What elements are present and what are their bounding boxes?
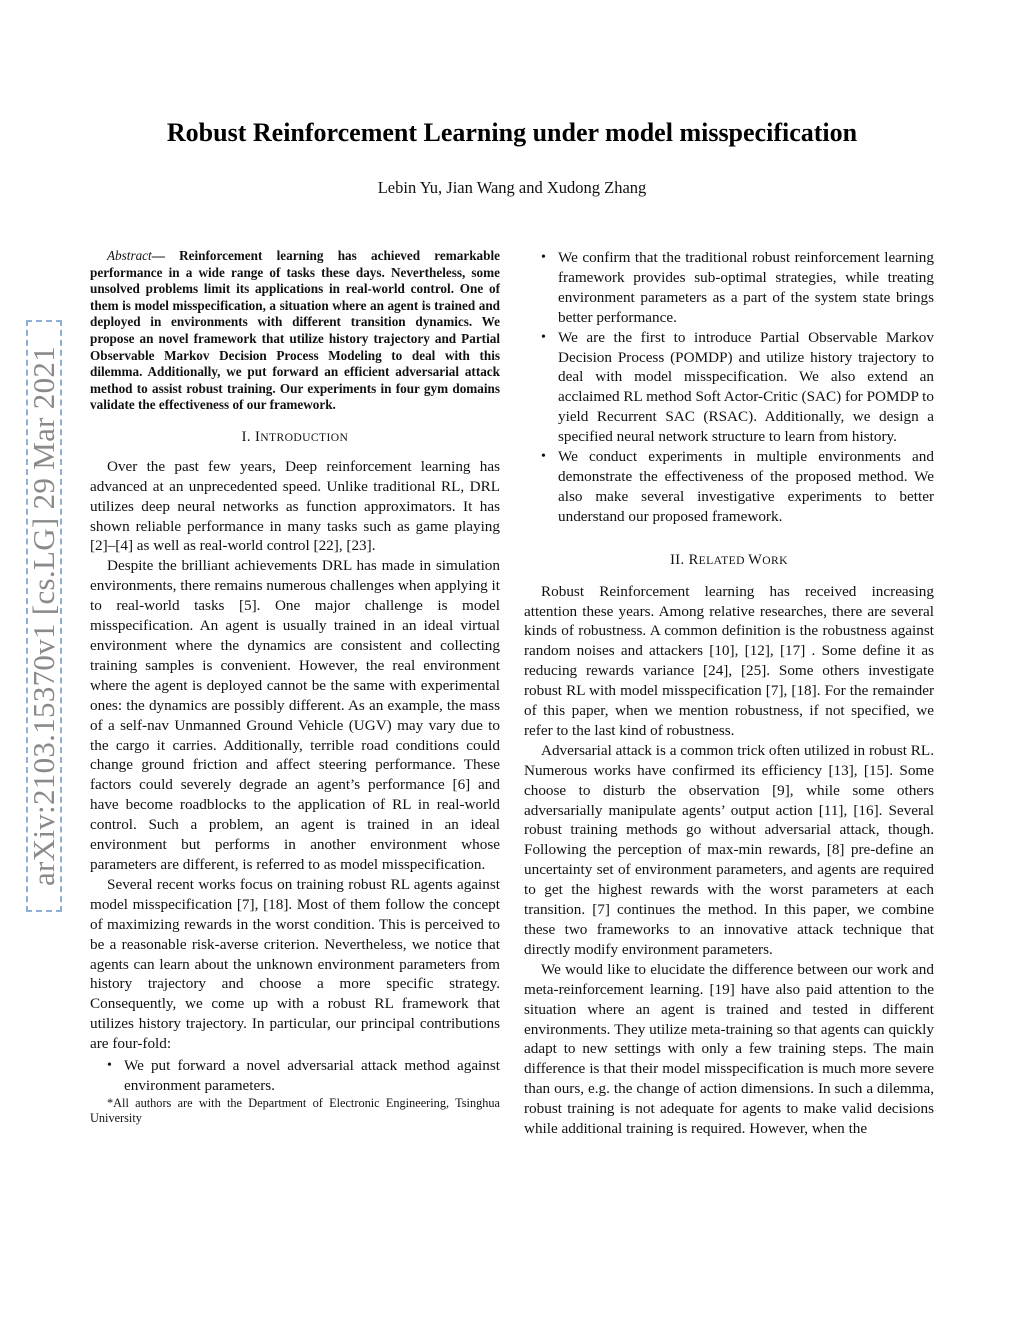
section-heading-related-work bbox=[524, 551, 934, 571]
right-column bbox=[524, 248, 934, 1139]
section-title-cap: I bbox=[254, 428, 261, 445]
arxiv-stamp bbox=[20, 320, 68, 912]
contribution-item bbox=[524, 248, 934, 328]
contribution-text: We are the first to introduce Partial Observable Markov Decision Process (POMDP) and utilize history trajectory to deal with model misspecification. We also extend an acclaimed RL method Soft Actor-Critic (SAC) for POMDP to yield Recurrent SAC (RSAC). Additionally, we design a specified neural network structure to learn from history. bbox=[558, 328, 934, 446]
arxiv-id: arXiv:2103.15370v1 [cs.LG] 29 Mar 2021 bbox=[26, 345, 61, 887]
section-title-rest: ORK bbox=[762, 553, 788, 567]
abstract bbox=[90, 248, 500, 414]
section-number: II. bbox=[670, 551, 689, 568]
contribution-list-left bbox=[90, 1056, 500, 1096]
related-paragraph-1: Robust Reinforcement learning has received increasing attention these years. Among relative researches, there are several kinds of robustness. A common definition is the robustness against random noises and attackers [10], [12], [17] . Some define it as reducing rewards variance [24], [25]. Some others investigate robust RL with model misspecification [7], [18]. For the remainder of this paper, when we mention robustness, if not specified, we refer to the last kind of robustness. bbox=[524, 582, 934, 739]
contribution-text: We conduct experiments in multiple environments and demonstrate the effectiveness of the proposed method. We also make several investigative experiments to better understand our proposed framework. bbox=[558, 448, 934, 525]
contribution-text: We confirm that the traditional robust reinforcement learning framework provides sub-optimal strategies, while treating environment parameters as a part of the system state brings better performance. bbox=[558, 249, 934, 326]
contribution-list-right bbox=[524, 248, 934, 527]
paper-authors: Lebin Yu, Jian Wang and Xudong Zhang bbox=[377, 178, 647, 197]
footnote: *All authors are with the Department of Electronic Engineering, Tsinghua University bbox=[90, 1095, 500, 1125]
abstract-text: — Reinforcement learning has achieved remarkable performance in a wide range of tasks these days. Nevertheless, some unsolved problems limit its applications in real-world control. One of them is model misspecification, a situation where an agent is trained and deployed in environments with different transition dynamics. We propose an novel framework that utilize history trajectory and Partial Observable Markov Decision Process Modeling to deal with this dilemma. Additionally, we put forward an efficient adversarial attack method to assist robust training. Our experiments in four gym domains validate the effectiveness of our framework. bbox=[90, 248, 500, 413]
intro-paragraph-3: Several recent works focus on training robust RL agents against model misspecification [7], [18]. Most of them follow the concept of maximizing rewards in the worst condition. This is perceived to be a reasonable risk-averse criterion. Nevertheless, we notice that agents can learn about the unknown environment parameters from history trajectory and choose a more specific strategy. Consequently, we come up with a robust RL framework that utilizes history trajectory. In particular, our principal contributions are four-fold: bbox=[90, 875, 500, 1053]
section-title-cap: R bbox=[688, 551, 699, 568]
bullet-icon: • bbox=[541, 250, 546, 265]
section-title-rest: ELATED bbox=[698, 553, 749, 567]
contribution-text: We put forward a novel adversarial attack method against environment parameters. bbox=[124, 1057, 500, 1094]
left-column bbox=[90, 248, 500, 1126]
abstract-label: Abstract bbox=[107, 248, 152, 263]
related-paragraph-3: We would like to elucidate the difference between our work and meta-reinforcement learning. [19] have also paid attention to the situation where an agent is trained and tested in different environments. They utilize meta-training so that agents can quickly adapt to new settings with only a few training steps. The main difference is that their model misspecification is much more severe than ours, e.g. the change of action dimensions. In such a dilemma, robust training is not adequate for agents to make valid decisions while additional training is required. However, when the bbox=[524, 960, 934, 1138]
paper-title: Robust Reinforcement Learning under model misspecification bbox=[166, 118, 858, 147]
contribution-item bbox=[524, 447, 934, 527]
bullet-icon: • bbox=[541, 329, 546, 345]
contribution-item bbox=[90, 1056, 500, 1096]
intro-paragraph-1: Over the past few years, Deep reinforcement learning has advanced at an unprecedented speed. Unlike traditional RL, DRL utilizes deep neural networks as function approximators. It has shown reliable performance in many tasks such as game playing [2]–[4] as well as real-world control [22], [23]. bbox=[90, 457, 500, 555]
related-paragraph-2: Adversarial attack is a common trick often utilized in robust RL. Numerous works have confirmed its efficiency [13], [15]. Some choose to disturb the observation [9], while some others adversarially manipulate agents’ output action [11], [16]. Several robust training methods go without adversarial attack, though. Following the perception of max-min rewards, [8] pre-define an uncertainty set of environment parameters, and agents are required to get the highest rewards with the worst parameters at each transition. [7] continues the method. In this paper, we combine these two frameworks to an innovative attack technique that directly modify environment parameters. bbox=[524, 741, 934, 958]
section-heading-introduction bbox=[90, 428, 500, 448]
bullet-icon: • bbox=[107, 1058, 112, 1074]
contribution-item bbox=[524, 328, 934, 447]
section-title-cap: W bbox=[748, 551, 763, 568]
bullet-icon: • bbox=[541, 449, 546, 465]
section-title-rest: NTRODUCTION bbox=[260, 430, 349, 444]
section-number: I. bbox=[241, 428, 255, 445]
intro-paragraph-2: Despite the brilliant achievements DRL has made in simulation environments, there remains numerous challenges when applying it to real-world tasks [5]. One major challenge is model misspecification. An agent is usually trained in an ideal virtual environment where the dynamics are consistent and collecting training samples is convenient. However, the real environment where the agent is deployed cannot be the same with experimental ones: the dynamics are possibly different. As an example, the mass of a self-nav Unmanned Ground Vehicle (UGV) may vary due to the cargo it carries. Additionally, terrible road conditions could change ground friction and affect steering performance. These factors could severely degrade an agent’s performance [6] and have become roadblocks to the application of RL in real-world control. Such a problem, an agent is trained in an ideal environment but performs in another environment whose parameters are different, is referred to as model misspecification. bbox=[90, 557, 500, 873]
